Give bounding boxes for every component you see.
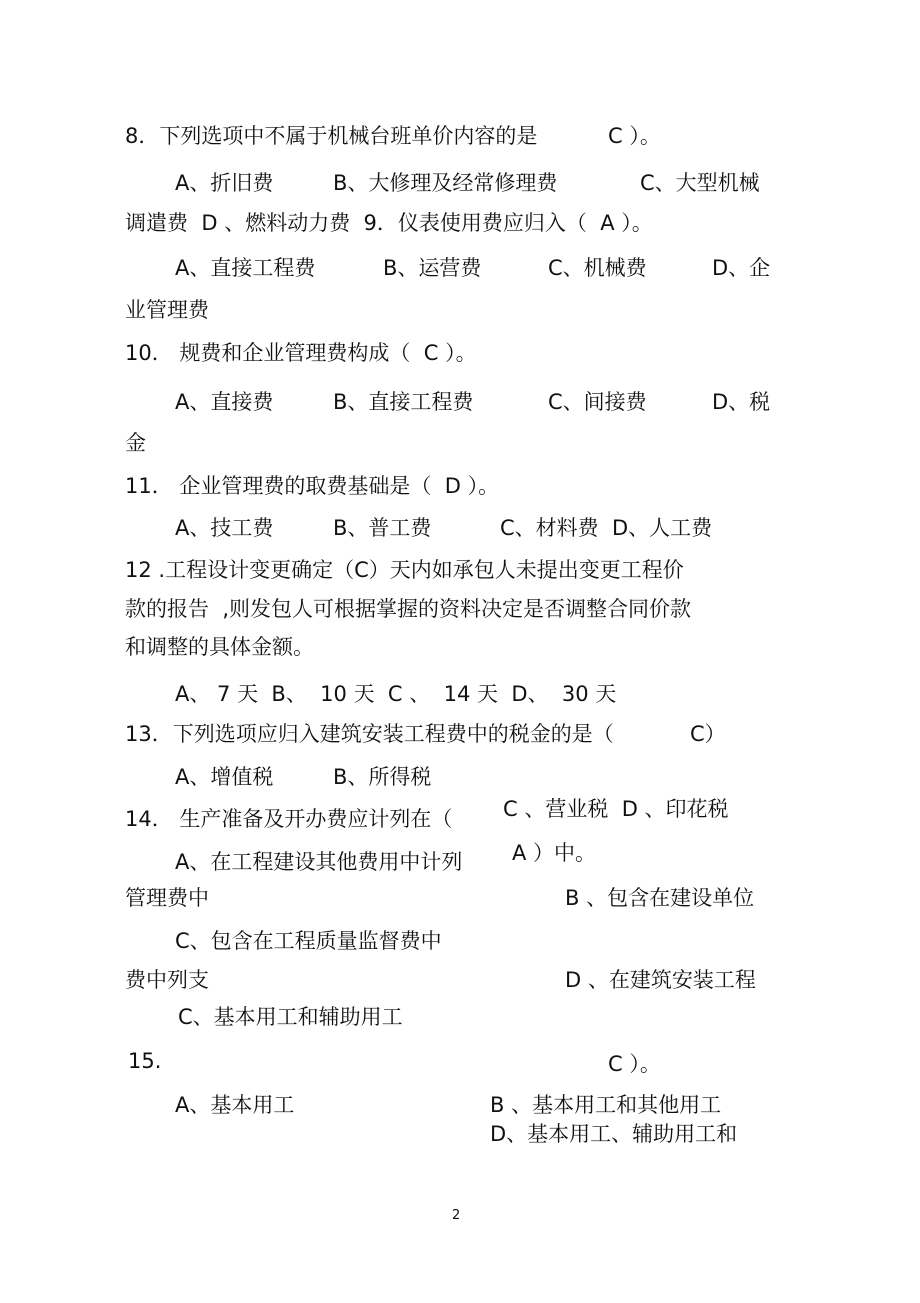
q10-stem: 10． 规费和企业管理费构成（ C ）。 bbox=[125, 341, 477, 365]
q11-option-b: B、普工费 bbox=[333, 516, 432, 540]
q13-stem: 13．下列选项应归入建筑安装工程费中的税金的是（ bbox=[125, 722, 614, 746]
q14-option-b: B 、包含在建设单位 bbox=[565, 886, 755, 910]
q11-option-cd: C、材料费 D、人工费 bbox=[500, 516, 713, 540]
q13-answer: C） bbox=[690, 722, 726, 746]
q15-option-c: C、基本用工和辅助用工 bbox=[178, 1005, 403, 1029]
q9-option-a: A、直接工程费 bbox=[175, 256, 316, 280]
q9-option-d: D、企 bbox=[712, 256, 771, 280]
page-number: 2 bbox=[452, 1208, 461, 1223]
q12-options: A、 7 天 B、 10 天 C 、 14 天 D、 30 天 bbox=[175, 682, 617, 706]
q13-option-cd: C 、营业税 D 、印花税 bbox=[503, 797, 729, 821]
q14-option-c: C、包含在工程质量监督费中 bbox=[175, 929, 442, 953]
q10-option-d-cont: 金 bbox=[125, 431, 146, 455]
q13-option-a: A、增值税 bbox=[175, 765, 274, 789]
q14-option-d: D 、在建筑安装工程 bbox=[565, 968, 756, 992]
q14-stem: 14． 生产准备及开办费应计列在（ bbox=[125, 807, 453, 831]
q10-option-b: B、直接工程费 bbox=[333, 390, 474, 414]
q12-stem-line1: 12 .工程设计变更确定（C）天内如承包人未提出变更工程价 bbox=[125, 558, 684, 582]
q8-q9-combined-line: 调遣费 D 、燃料动力费 9．仪表使用费应归入（ A ）。 bbox=[125, 211, 653, 235]
q15-number: 15. bbox=[128, 1049, 162, 1073]
q8-option-b: B、大修理及经常修理费 bbox=[333, 171, 558, 195]
q15-option-d: D、基本用工、辅助用工和 bbox=[490, 1122, 738, 1146]
q15-option-a: A、基本用工 bbox=[175, 1093, 295, 1117]
q9-option-d-cont: 业管理费 bbox=[125, 298, 209, 322]
q15-answer: C ）。 bbox=[608, 1052, 661, 1076]
q14-option-a-cont: 管理费中 bbox=[125, 886, 209, 910]
q10-option-d: D、税 bbox=[712, 390, 771, 414]
q15-option-b: B 、基本用工和其他用工 bbox=[490, 1093, 722, 1117]
q8-option-c: C、大型机械 bbox=[640, 171, 760, 195]
q9-option-b: B、运营费 bbox=[383, 256, 482, 280]
q10-option-c: C、间接费 bbox=[548, 390, 647, 414]
q8-answer: C ）。 bbox=[608, 124, 661, 148]
q14-option-a: A、在工程建设其他费用中计列 bbox=[175, 850, 463, 874]
q10-option-a: A、直接费 bbox=[175, 390, 274, 414]
q11-option-a: A、技工费 bbox=[175, 516, 274, 540]
q8-option-a: A、折旧费 bbox=[175, 171, 274, 195]
q13-option-b: B、所得税 bbox=[333, 765, 432, 789]
q11-stem: 11． 企业管理费的取费基础是（ D ）。 bbox=[125, 474, 500, 498]
q9-option-c: C、机械费 bbox=[548, 256, 647, 280]
q14-answer: A ）中。 bbox=[512, 841, 597, 865]
q8-stem: 8．下列选项中不属于机械台班单价内容的是 bbox=[125, 124, 538, 148]
q12-stem-line2: 款的报告 ,则发包人可根据掌握的资料决定是否调整合同价款 bbox=[125, 597, 692, 621]
q14-option-b-cont: 费中列支 bbox=[125, 968, 209, 992]
q12-stem-line3: 和调整的具体金额。 bbox=[125, 635, 314, 659]
